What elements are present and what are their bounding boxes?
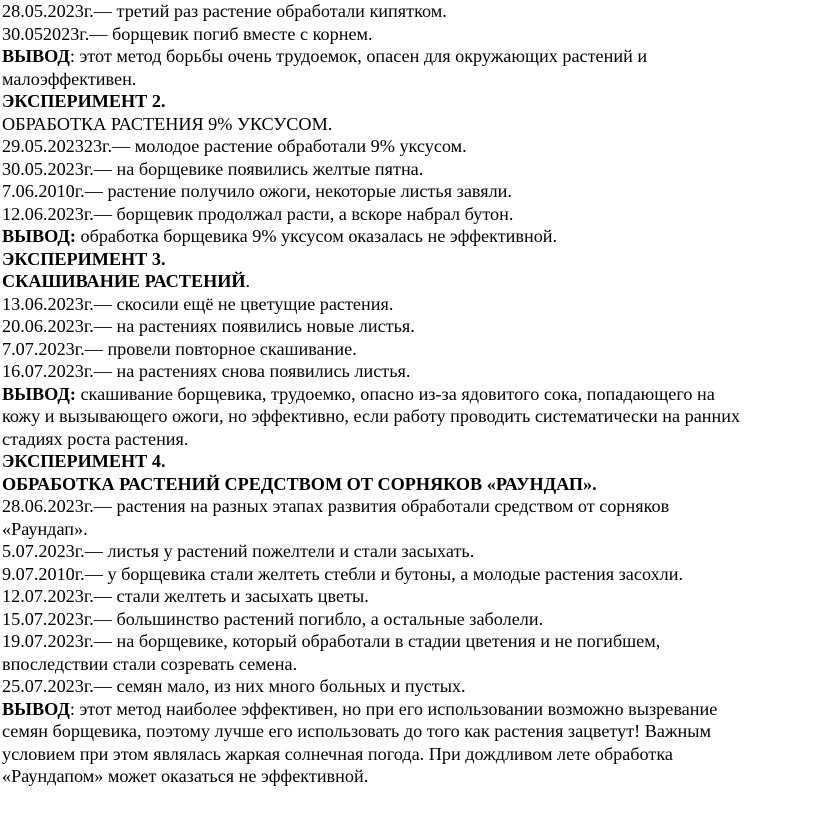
- entry-date: 15.07.2023г.—: [2, 608, 112, 629]
- experiment-title: [2, 473, 597, 496]
- entry-line: [2, 338, 357, 361]
- entry-date: 28.05.2023г.—: [2, 1, 112, 21]
- conclusion-line: [2, 383, 715, 406]
- title-period: .: [245, 271, 251, 291]
- entry-text: растения на разных этапах развития обработали средством от сорняков: [112, 496, 670, 516]
- entry-date: 29.05.202323г.—: [2, 136, 131, 156]
- entry-line: [2, 563, 683, 586]
- text-line: [2, 743, 673, 766]
- entry-text: растение получило ожоги, некоторые листья завяли.: [102, 181, 512, 201]
- entry-line: [2, 360, 410, 383]
- title-text: СКАШИВАНИЕ РАСТЕНИЙ: [2, 271, 246, 291]
- entry-date: 25.07.2023г.—: [2, 676, 112, 696]
- title-text: ОБРАБОТКА РАСТЕНИЯ 9% УКСУСОМ.: [2, 113, 333, 134]
- heading-text: ЭКСПЕРИМЕНТ 4.: [2, 451, 166, 471]
- entry-text: борщевик продолжал расти, а вскоре набрал бутон.: [112, 203, 514, 224]
- entry-date: 13.06.2023г.—: [2, 293, 112, 314]
- entry-line: [2, 0, 447, 23]
- entry-line: [2, 293, 393, 316]
- entry-date: 16.07.2023г.—: [2, 361, 112, 381]
- entry-text: на растениях снова появились листья.: [112, 361, 411, 381]
- entry-text: третий раз растение обработали кипятком.: [112, 1, 447, 21]
- entry-text: борщевик погиб вместе с корнем.: [107, 23, 373, 44]
- entry-text: листья у растений пожелтели и стали засыхать.: [102, 541, 475, 561]
- entry-text: скосили ещё не цветущие растения.: [112, 293, 394, 314]
- experiment-heading: [2, 90, 166, 113]
- entry-text: на растениях появились новые листья.: [112, 316, 415, 336]
- conclusion-text: скашивание борщевика, трудоемко, опасно из-за ядовитого сока, попадающего на: [75, 383, 715, 404]
- entry-line: [2, 180, 512, 203]
- conclusion-label: ВЫВОД: [2, 46, 70, 66]
- entry-date: 12.07.2023г.—: [2, 586, 112, 606]
- entry-line: [2, 495, 669, 518]
- entry-text: на борщевике, который обработали в стадии цветения и не погибшем,: [112, 631, 661, 651]
- entry-date: 7.06.2010г.—: [2, 181, 103, 201]
- entry-line: [2, 135, 467, 158]
- entry-text: на борщевике появились желтые пятна.: [112, 158, 424, 179]
- entry-line: [2, 585, 369, 608]
- entry-text: у борщевика стали желтеть стебли и бутоны, а молодые растения засохли.: [102, 563, 684, 584]
- entry-text: семян мало, из них много больных и пустых.: [112, 676, 466, 696]
- entry-line: [2, 158, 423, 181]
- text-line: [2, 518, 88, 541]
- conclusion-text: обработка борщевика 9% уксусом оказалась не эффективной.: [75, 226, 558, 246]
- entry-date: 30.05.2023г.—: [2, 158, 112, 179]
- experiment-heading: [2, 248, 166, 271]
- entry-line: [2, 675, 466, 698]
- entry-date: 12.06.2023г.—: [2, 203, 112, 224]
- paragraph-text: стадиях роста растения.: [2, 428, 189, 449]
- entry-line: [2, 23, 373, 46]
- title-text: ОБРАБОТКА РАСТЕНИЙ СРЕДСТВОМ ОТ СОРНЯКОВ «РАУНДАП».: [2, 473, 597, 494]
- entry-date: 5.07.2023г.—: [2, 541, 103, 561]
- conclusion-label: ВЫВОД:: [2, 226, 76, 246]
- entry-text: молодое растение обработали 9% уксусом.: [130, 136, 467, 156]
- heading-text: ЭКСПЕРИМЕНТ 2.: [2, 91, 166, 111]
- entry-text: большинство растений погибло, а остальные заболели.: [112, 608, 544, 629]
- paragraph-text: впоследствии стали созревать семена.: [2, 653, 298, 674]
- conclusion-line: [2, 45, 647, 68]
- text-line: [2, 405, 740, 428]
- entry-date: 19.07.2023г.—: [2, 631, 112, 651]
- entry-text: провели повторное скашивание.: [102, 338, 357, 359]
- paragraph-text: «Раундап».: [2, 518, 88, 539]
- paragraph-text: «Раундапом» может оказаться не эффективной.: [2, 766, 369, 786]
- conclusion-label: ВЫВОД:: [2, 383, 76, 404]
- paragraph-text: условием при этом являлась жаркая солнечная погода. При дождливом лете обработка: [2, 743, 673, 764]
- entry-date: 9.07.2010г.—: [2, 563, 103, 584]
- entry-line: [2, 203, 513, 226]
- conclusion-line: [2, 225, 557, 248]
- entry-line: [2, 608, 543, 631]
- text-line: [2, 765, 368, 788]
- paragraph-text: малоэффективен.: [2, 68, 137, 89]
- conclusion-label: ВЫВОД: [2, 698, 70, 719]
- text-line: [2, 653, 297, 676]
- experiment-heading: [2, 450, 166, 473]
- heading-text: ЭКСПЕРИМЕНТ 3.: [2, 248, 166, 269]
- conclusion-text: : этот метод наиболее эффективен, но при его использовании возможно вызревание: [69, 698, 718, 719]
- experiment-title: [2, 113, 332, 136]
- entry-line: [2, 315, 415, 338]
- text-line: [2, 68, 136, 91]
- conclusion-text: : этот метод борьбы очень трудоемок, опасен для окружающих растений и: [69, 46, 648, 66]
- text-line: [2, 720, 711, 743]
- paragraph-text: кожу и вызывающего ожоги, но эффективно, если работу проводить систематически на ранних: [2, 406, 741, 426]
- entry-date: 20.06.2023г.—: [2, 316, 112, 336]
- experiment-title: [2, 270, 250, 293]
- entry-date: 28.06.2023г.—: [2, 496, 112, 516]
- entry-date: 30.052023г.—: [2, 23, 108, 44]
- entry-date: 7.07.2023г.—: [2, 338, 103, 359]
- entry-text: стали желтеть и засыхать цветы.: [112, 586, 369, 606]
- paragraph-text: семян борщевика, поэтому лучше его использовать до того как растения зацветут! Важным: [2, 721, 712, 741]
- conclusion-line: [2, 698, 717, 721]
- entry-line: [2, 540, 474, 563]
- entry-line: [2, 630, 660, 653]
- text-line: [2, 428, 188, 451]
